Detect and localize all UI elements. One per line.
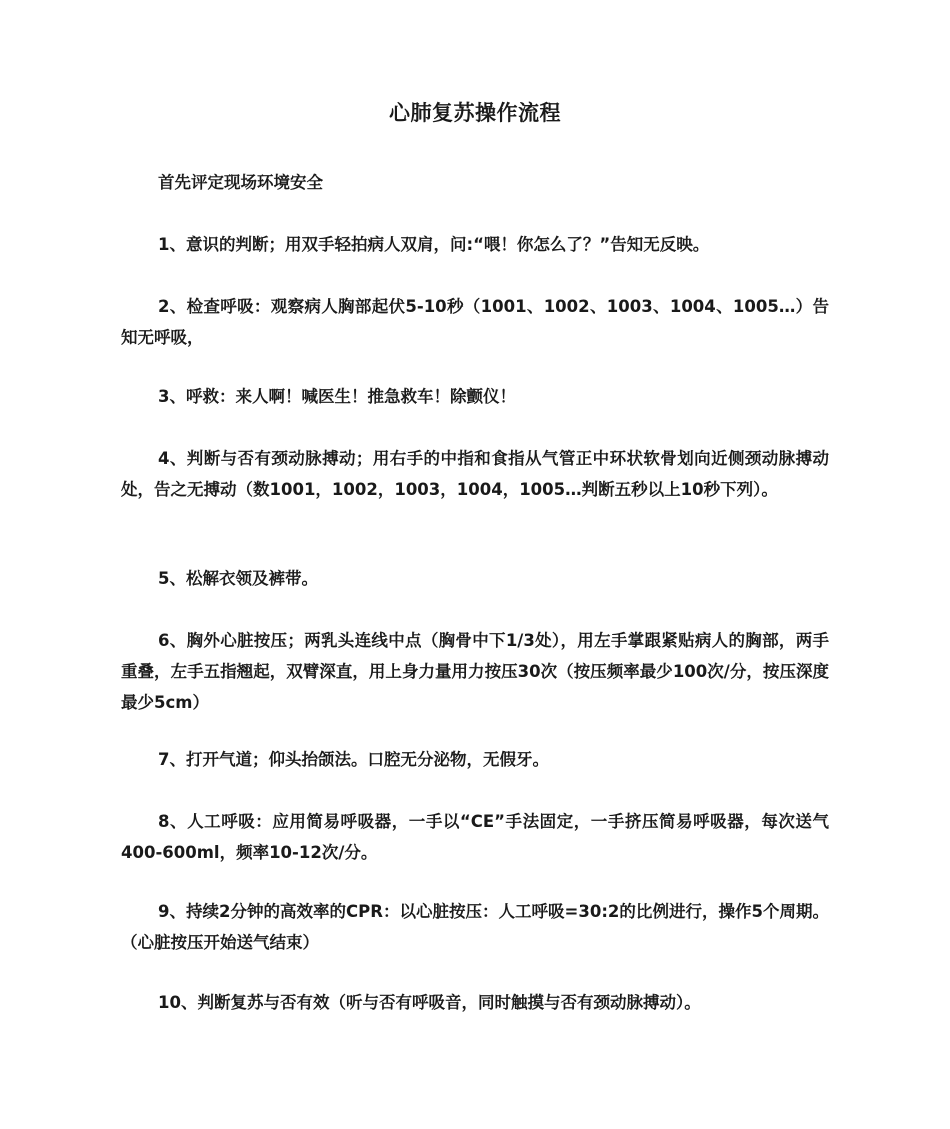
step-9-paragraph: 9、持续2分钟的高效率的CPR：以心脏按压：人工呼吸=30:2的比例进行，操作5个周期。（心脏按压开始送气结束） (121, 902, 829, 952)
step-4-paragraph: 4、判断与否有颈动脉搏动；用右手的中指和食指从气管正中环状软骨划向近侧颈动脉搏动处，告之无搏动（数1001，1002，1003，1004，1005…判断五秒以上10秒下列）。 (121, 449, 829, 499)
step-8-paragraph: 8、人工呼吸：应用简易呼吸器，一手以“CE”手法固定，一手挤压简易呼吸器，每次送气400-600ml，频率10-12次/分。 (121, 812, 829, 862)
step-10-paragraph: 10、判断复苏与否有效（听与否有呼吸音，同时触摸与否有颈动脉搏动）。 (158, 993, 701, 1012)
step-7-paragraph: 7、打开气道；仰头抬颌法。口腔无分泌物，无假牙。 (158, 750, 549, 769)
step-2-paragraph: 2、检查呼吸：观察病人胸部起伏5-10秒（1001、1002、1003、1004、1005…）告知无呼吸， (121, 297, 829, 347)
step-1-paragraph: 1、意识的判断；用双手轻拍病人双肩，问:“喂！你怎么了？”告知无反映。 (158, 235, 710, 254)
page-title: 心肺复苏操作流程 (389, 101, 561, 125)
step-6-paragraph: 6、胸外心脏按压；两乳头连线中点（胸骨中下1/3处），用左手掌跟紧贴病人的胸部，两手重叠，左手五指翘起，双臂深直，用上身力量用力按压30次（按压频率最少100次/分，按压深度最少5cm） (121, 631, 829, 712)
intro-paragraph: 首先评定现场环境安全 (158, 173, 323, 192)
step-3-paragraph: 3、呼救：来人啊！喊医生！推急救车！除颤仪！ (158, 387, 516, 406)
step-5-paragraph: 5、松解衣领及裤带。 (158, 569, 318, 588)
